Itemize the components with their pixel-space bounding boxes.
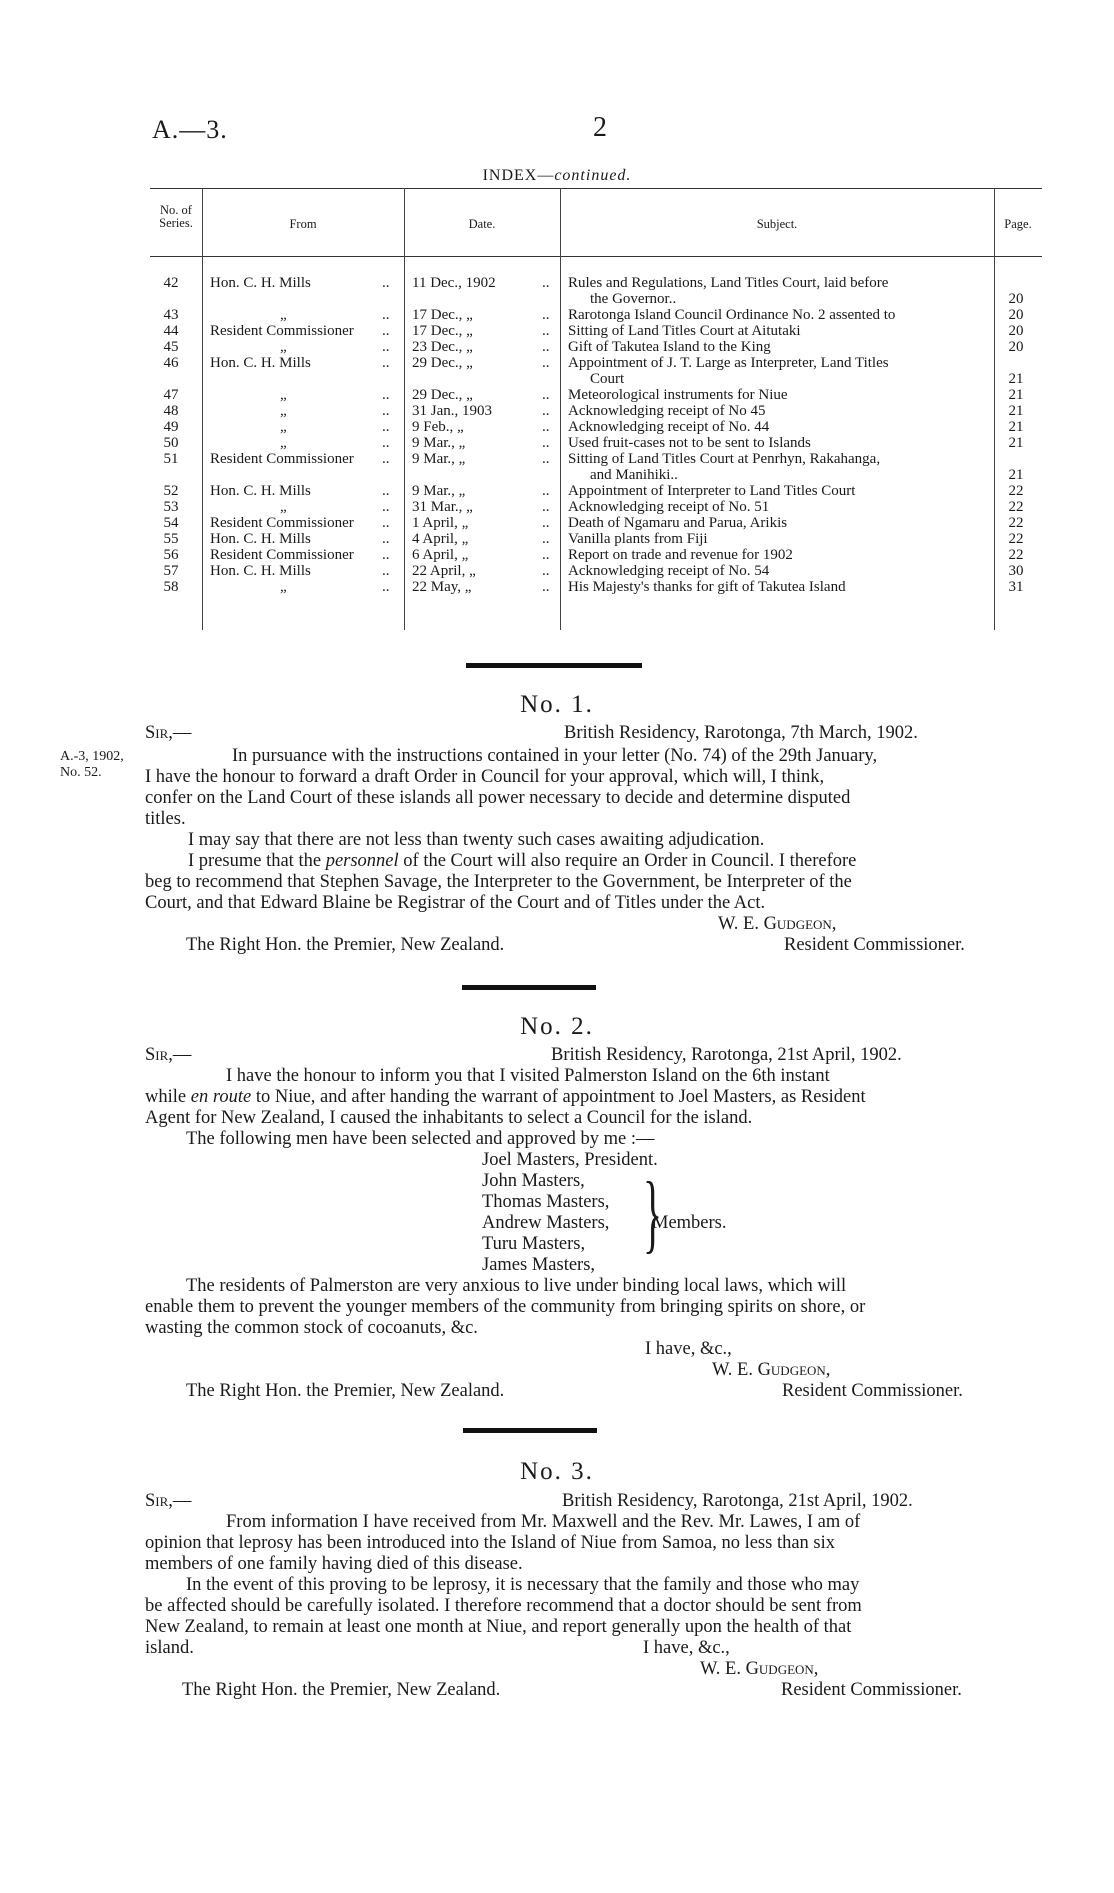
body-line: In the event of this proving to be leprosy, it is necessary that the family and those who may: [186, 1575, 860, 1595]
page-cell: 20: [1008, 323, 1024, 339]
index-title: INDEX—continued.: [482, 167, 632, 184]
leader-dots: ..: [542, 275, 550, 291]
signature: W. E. Gudgeon,: [700, 1659, 819, 1679]
body-line: enable them to prevent the younger members of the community from bringing spirits on shore, or: [145, 1297, 866, 1317]
table-row: [150, 451, 1042, 467]
body-line: Court, and that Edward Blaine be Registrar of the Court and of Titles under the Act.: [145, 893, 766, 913]
leader-dots: ..: [542, 547, 550, 563]
table-row: [150, 355, 1042, 371]
table-row: [150, 323, 1042, 339]
salutation: Sir,—: [145, 1491, 192, 1511]
series-number: 47: [163, 387, 179, 403]
leader-dots: ..: [542, 419, 550, 435]
salutation: Sir,—: [145, 723, 192, 743]
sign-off: I have, &c.,: [643, 1638, 730, 1658]
date-cell: 29 Dec., „: [412, 387, 473, 403]
table-row: [150, 419, 1042, 435]
signature-title: Resident Commissioner.: [784, 935, 965, 955]
page-cell: 22: [1008, 499, 1024, 515]
series-number: 46: [163, 355, 179, 371]
subject-cell: Death of Ngamaru and Parua, Arikis: [568, 515, 788, 531]
column-header-from: From: [289, 217, 317, 231]
subject-cell: Acknowledging receipt of No. 44: [568, 419, 770, 435]
subject-cell: Acknowledging receipt of No. 51: [568, 499, 770, 515]
section-divider: [463, 1428, 597, 1433]
date-cell: 4 April, „: [412, 531, 469, 547]
leader-dots: ..: [542, 451, 550, 467]
council-member: James Masters,: [482, 1255, 596, 1275]
date-cell: 9 Mar., „: [412, 483, 466, 499]
leader-dots: ..: [382, 307, 390, 323]
body-line: members of one family having died of this disease.: [145, 1554, 523, 1574]
from-cell: „: [280, 579, 287, 595]
column-header-no: No. of Series.: [159, 203, 193, 230]
from-cell: Resident Commissioner: [210, 515, 354, 531]
leader-dots: ..: [382, 435, 390, 451]
table-row-continuation: [150, 291, 1042, 307]
table-row: [150, 403, 1042, 419]
council-member: Turu Masters,: [482, 1234, 586, 1254]
page-number: 2: [593, 112, 607, 143]
subject-cell: Meteorological instruments for Niue: [568, 387, 788, 403]
leader-dots: ..: [382, 355, 390, 371]
table-row-continuation: [150, 467, 1042, 483]
from-cell: Resident Commissioner: [210, 547, 354, 563]
leader-dots: ..: [542, 515, 550, 531]
from-cell: Hon. C. H. Mills: [210, 275, 311, 291]
date-cell: 6 April, „: [412, 547, 469, 563]
page-cell: 21: [1008, 403, 1024, 419]
subject-cell: Sitting of Land Titles Court at Aitutaki: [568, 323, 801, 339]
table-row: [150, 275, 1042, 291]
series-number: 42: [163, 275, 179, 291]
letter-number: No. 2.: [520, 1013, 594, 1040]
page-cell: 22: [1008, 483, 1024, 499]
body-line: titles.: [145, 809, 186, 829]
subject-cell: Gift of Takutea Island to the King: [568, 339, 771, 355]
from-cell: „: [280, 435, 287, 451]
dateline: British Residency, Rarotonga, 21st April, 1902.: [562, 1491, 913, 1511]
signature-title: Resident Commissioner.: [781, 1680, 962, 1700]
column-header-page: Page.: [1004, 217, 1032, 231]
subject-cell: His Majesty's thanks for gift of Takutea Island: [568, 579, 846, 595]
series-number: 49: [163, 419, 179, 435]
table-row: [150, 515, 1042, 531]
date-cell: 23 Dec., „: [412, 339, 473, 355]
index-table: [150, 188, 1042, 630]
table-row: [150, 547, 1042, 563]
date-cell: 29 Dec., „: [412, 355, 473, 371]
subject-cell: Acknowledging receipt of No 45: [568, 403, 766, 419]
leader-dots: ..: [542, 499, 550, 515]
council-member: Thomas Masters,: [482, 1192, 610, 1212]
subject-cell: Report on trade and revenue for 1902: [568, 547, 793, 563]
council-president: Joel Masters, President.: [482, 1150, 658, 1170]
dateline: British Residency, Rarotonga, 7th March, 1902.: [564, 723, 918, 743]
leader-dots: ..: [542, 387, 550, 403]
series-number: 50: [163, 435, 179, 451]
document-reference: A.—3.: [152, 115, 228, 144]
page-cell: 21: [1008, 419, 1024, 435]
subject-cell: Rules and Regulations, Land Titles Court, laid before: [568, 275, 889, 291]
leader-dots: ..: [542, 403, 550, 419]
table-row: [150, 579, 1042, 595]
page-cell: 21: [1008, 387, 1024, 403]
series-number: 53: [163, 499, 179, 515]
body-line: I may say that there are not less than twenty such cases awaiting adjudication.: [188, 830, 765, 850]
table-row: [150, 483, 1042, 499]
leader-dots: ..: [382, 387, 390, 403]
body-line: wasting the common stock of cocoanuts, &c.: [145, 1318, 478, 1338]
date-cell: 9 Feb., „: [412, 419, 464, 435]
body-line: island.: [145, 1638, 194, 1658]
page-cell: 21: [1008, 371, 1024, 387]
page-cell: 22: [1008, 531, 1024, 547]
leader-dots: ..: [542, 307, 550, 323]
series-number: 45: [163, 339, 179, 355]
page-cell: 20: [1008, 291, 1024, 307]
council-member: John Masters,: [482, 1171, 585, 1191]
leader-dots: ..: [382, 579, 390, 595]
date-cell: 9 Mar., „: [412, 451, 466, 467]
subject-cell: Sitting of Land Titles Court at Penrhyn, Rakahanga,: [568, 451, 881, 467]
subject-cell: Court: [590, 371, 625, 387]
page-cell: 30: [1008, 563, 1024, 579]
subject-cell: the Governor..: [590, 291, 677, 307]
signature-title: Resident Commissioner.: [782, 1381, 963, 1401]
signature: W. E. Gudgeon,: [718, 914, 837, 934]
date-cell: 17 Dec., „: [412, 307, 473, 323]
page-cell: 20: [1008, 339, 1024, 355]
leader-dots: ..: [542, 323, 550, 339]
table-row: [150, 531, 1042, 547]
series-number: 56: [163, 547, 179, 563]
page-cell: 31: [1008, 579, 1024, 595]
leader-dots: ..: [542, 339, 550, 355]
leader-dots: ..: [542, 563, 550, 579]
series-number: 54: [163, 515, 179, 531]
leader-dots: ..: [542, 579, 550, 595]
from-cell: Hon. C. H. Mills: [210, 531, 311, 547]
from-cell: „: [280, 419, 287, 435]
body-line: I presume that the personnel of the Court will also require an Order in Council. I therefore: [188, 851, 857, 871]
table-row-continuation: [150, 371, 1042, 387]
from-cell: Resident Commissioner: [210, 451, 354, 467]
series-number: 55: [163, 531, 179, 547]
body-line: In pursuance with the instructions contained in your letter (No. 74) of the 29th January,: [232, 746, 878, 766]
subject-cell: Vanilla plants from Fiji: [568, 531, 708, 547]
series-number: 51: [163, 451, 179, 467]
leader-dots: ..: [382, 339, 390, 355]
leader-dots: ..: [382, 275, 390, 291]
date-cell: 31 Jan., 1903: [412, 403, 492, 419]
from-cell: „: [280, 339, 287, 355]
subject-cell: Appointment of J. T. Large as Interpreter, Land Titles: [568, 355, 889, 371]
body-line: while en route to Niue, and after handing the warrant of appointment to Joel Masters, as Resident: [145, 1087, 866, 1107]
from-cell: Resident Commissioner: [210, 323, 354, 339]
dateline: British Residency, Rarotonga, 21st April, 1902.: [551, 1045, 902, 1065]
leader-dots: ..: [382, 531, 390, 547]
members-brace: }: [643, 1165, 663, 1262]
council-member: Andrew Masters,: [482, 1213, 610, 1233]
addressee: The Right Hon. the Premier, New Zealand.: [186, 1381, 505, 1401]
series-number: 48: [163, 403, 179, 419]
series-number: 43: [163, 307, 179, 323]
from-cell: Hon. C. H. Mills: [210, 483, 311, 499]
page-cell: 21: [1008, 467, 1024, 483]
date-cell: 9 Mar., „: [412, 435, 466, 451]
table-row: [150, 387, 1042, 403]
body-line: The following men have been selected and approved by me :—: [186, 1129, 655, 1149]
letter-number: No. 1.: [520, 691, 594, 718]
date-cell: 22 April, „: [412, 563, 476, 579]
from-cell: „: [280, 499, 287, 515]
sign-off: I have, &c.,: [645, 1339, 732, 1359]
subject-cell: Used fruit-cases not to be sent to Islands: [568, 435, 811, 451]
series-number: 52: [163, 483, 179, 499]
from-cell: „: [280, 307, 287, 323]
addressee: The Right Hon. the Premier, New Zealand.: [182, 1680, 501, 1700]
page-cell: 21: [1008, 435, 1024, 451]
margin-reference: A.-3, 1902,: [60, 749, 124, 764]
column-header-date: Date.: [468, 217, 496, 231]
leader-dots: ..: [542, 483, 550, 499]
body-line: opinion that leprosy has been introduced into the Island of Niue from Samoa, no less than six: [145, 1533, 836, 1553]
subject-cell: and Manihiki..: [590, 467, 678, 483]
table-row: [150, 307, 1042, 323]
table-row: [150, 563, 1042, 579]
section-divider: [466, 663, 642, 668]
page-cell: 20: [1008, 307, 1024, 323]
subject-cell: Appointment of Interpreter to Land Titles Court: [568, 483, 856, 499]
body-line: I have the honour to inform you that I visited Palmerston Island on the 6th instant: [226, 1066, 830, 1086]
leader-dots: ..: [382, 483, 390, 499]
leader-dots: ..: [382, 451, 390, 467]
date-cell: 1 April, „: [412, 515, 469, 531]
body-line: I have the honour to forward a draft Order in Council for your approval, which will, I think,: [145, 767, 825, 787]
body-line: be affected should be carefully isolated. I therefore recommend that a doctor should be sent from: [145, 1596, 862, 1616]
salutation: Sir,—: [145, 1045, 192, 1065]
body-line: Agent for New Zealand, I caused the inhabitants to select a Council for the island.: [145, 1108, 753, 1128]
leader-dots: ..: [542, 531, 550, 547]
section-divider: [462, 985, 596, 990]
series-number: 57: [163, 563, 179, 579]
body-line: From information I have received from Mr. Maxwell and the Rev. Mr. Lawes, I am of: [226, 1512, 861, 1532]
from-cell: „: [280, 403, 287, 419]
letter-number: No. 3.: [520, 1458, 594, 1485]
date-cell: 11 Dec., 1902: [412, 275, 496, 291]
leader-dots: ..: [382, 323, 390, 339]
leader-dots: ..: [382, 499, 390, 515]
leader-dots: ..: [382, 515, 390, 531]
body-line: confer on the Land Court of these islands all power necessary to decide and determine disputed: [145, 788, 851, 808]
page-cell: 22: [1008, 515, 1024, 531]
leader-dots: ..: [382, 419, 390, 435]
body-line: beg to recommend that Stephen Savage, the Interpreter to the Government, be Interpreter of the: [145, 872, 852, 892]
leader-dots: ..: [542, 355, 550, 371]
page-cell: 22: [1008, 547, 1024, 563]
leader-dots: ..: [382, 403, 390, 419]
table-row: [150, 435, 1042, 451]
from-cell: Hon. C. H. Mills: [210, 355, 311, 371]
subject-cell: Acknowledging receipt of No. 54: [568, 563, 770, 579]
members-label: Members.: [652, 1213, 727, 1233]
date-cell: 22 May, „: [412, 579, 472, 595]
table-row: [150, 339, 1042, 355]
table-row: [150, 499, 1042, 515]
from-cell: Hon. C. H. Mills: [210, 563, 311, 579]
series-number: 44: [163, 323, 179, 339]
leader-dots: ..: [382, 563, 390, 579]
body-line: The residents of Palmerston are very anxious to live under binding local laws, which will: [186, 1276, 847, 1296]
column-header-subject: Subject.: [756, 217, 798, 231]
leader-dots: ..: [382, 547, 390, 563]
subject-cell: Rarotonga Island Council Ordinance No. 2 assented to: [568, 307, 896, 323]
date-cell: 17 Dec., „: [412, 323, 473, 339]
addressee: The Right Hon. the Premier, New Zealand.: [186, 935, 505, 955]
from-cell: „: [280, 387, 287, 403]
margin-reference: No. 52.: [60, 765, 102, 780]
body-line: New Zealand, to remain at least one month at Niue, and report generally upon the health of that: [145, 1617, 852, 1637]
date-cell: 31 Mar., „: [412, 499, 473, 515]
series-number: 58: [163, 579, 179, 595]
leader-dots: ..: [542, 435, 550, 451]
signature: W. E. Gudgeon,: [712, 1360, 831, 1380]
